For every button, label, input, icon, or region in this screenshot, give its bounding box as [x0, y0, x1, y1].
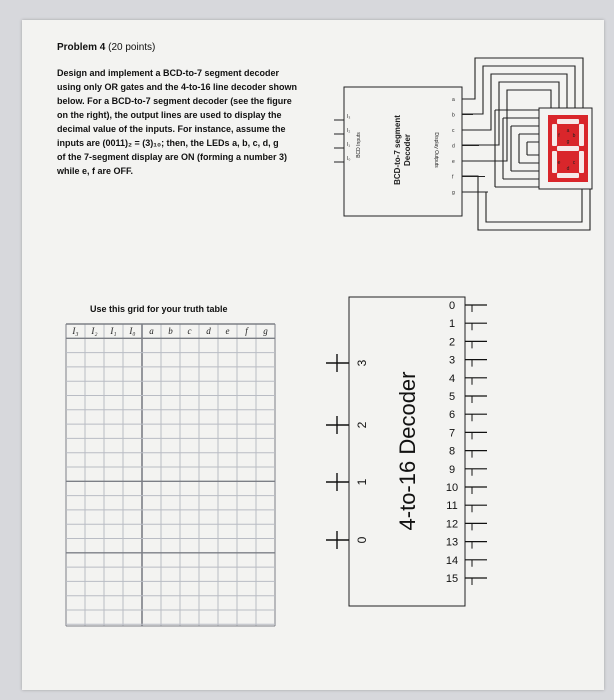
truth-table-header: I₁ [110, 326, 117, 336]
bcd-input-label: I₂ [347, 128, 351, 134]
segment-label: c [572, 160, 576, 166]
truth-table-header: g [263, 326, 268, 336]
segment-label: a [566, 128, 570, 134]
decoder-output-pins [446, 300, 487, 585]
bcd-outputs-label: Display Outputs [433, 132, 439, 168]
statement-line: Design and implement a BCD-to-7 segment decoder [57, 68, 280, 78]
decoder-output-label: 9 [448, 463, 456, 476]
decoder-output-label: 11 [446, 500, 458, 513]
statement-line: of the 7-segment display are ON (forming a number 3) [57, 152, 288, 162]
decoder-input-label: 2 [355, 421, 369, 429]
segment-c [579, 151, 584, 173]
truth-table-header: I₀ [129, 326, 136, 336]
truth-table-header: e [225, 326, 230, 336]
decoder-output-label: 1 [448, 318, 456, 331]
truth-table-caption: Use this grid for your truth table [90, 304, 228, 314]
decoder-output-label: 15 [445, 573, 459, 585]
bcd-output-label: d [452, 143, 455, 150]
truth-table-header: b [168, 326, 173, 336]
segment-a [557, 119, 579, 124]
bcd-input-label: I₃ [347, 114, 351, 120]
decoder-output-label: 4 [448, 372, 456, 385]
decoder-output-label: 3 [448, 354, 456, 367]
bcd-output-label: e [452, 159, 455, 165]
decoder-input-label: 0 [355, 536, 369, 544]
truth-table-header: d [206, 326, 211, 336]
display-wire [527, 142, 539, 155]
seven-segment-display [539, 108, 592, 189]
bcd-input-pins [334, 114, 350, 162]
decoder-title: 4-to-16 Decoder [395, 371, 420, 531]
decoder-output-label: 5 [448, 391, 456, 403]
decoder-output-label: 7 [448, 427, 456, 440]
bcd-output-label: b [452, 112, 455, 119]
bcd-block-label-1: BCD-to-7 segment [393, 115, 402, 185]
decoder-output-label: 0 [448, 300, 456, 312]
statement-line: inputs are (0011)₂ = (3)₁₀; then, the LEDs a, b, c, d, g [57, 138, 279, 148]
statement-line: below. For a BCD-to-7 segment decoder (see the figure [57, 96, 292, 106]
display-wire [519, 134, 539, 163]
truth-table-header: a [149, 326, 154, 336]
decoder-output-label: 2 [448, 336, 456, 349]
decoder-output-label: 10 [445, 482, 459, 494]
segment-label: e [557, 160, 561, 166]
segment-label: d [566, 166, 570, 172]
decoder-input-label: 1 [355, 478, 369, 486]
decoder-output-label: 13 [445, 536, 459, 549]
decoder-output-label: 12 [445, 518, 459, 531]
segment-f [552, 124, 557, 146]
truth-table-header: I₃ [72, 326, 79, 336]
bcd-output-label: g [452, 190, 455, 196]
decoder-input-label: 3 [355, 359, 369, 367]
truth-table-headers [71, 326, 268, 336]
decoder-input-pins [326, 354, 369, 549]
segment-g [557, 146, 579, 151]
bcd-output-label: a [452, 97, 455, 103]
bcd-inputs-label: BCD Inputs [356, 132, 362, 158]
truth-table-header: c [187, 326, 192, 336]
truth-table-header: f [245, 326, 248, 336]
statement-line: using only OR gates and the 4-to-16 line decoder shown [57, 82, 298, 92]
statement-line: on the right), the output lines are used to display the [57, 110, 282, 120]
statement-line: decimal value of the inputs. For instance, assume the [57, 124, 286, 134]
bcd-input-label: I₀ [347, 156, 351, 162]
truth-table-grid [66, 324, 275, 626]
bcd-output-label: c [452, 128, 455, 134]
segment-d [557, 173, 579, 178]
segment-label: f [558, 133, 560, 139]
statement-line: while e, f are OFF. [57, 166, 134, 176]
decoder-output-label: 6 [448, 409, 456, 422]
bcd-input-label: I₁ [347, 142, 351, 148]
segment-b [579, 124, 584, 146]
segment-e [552, 151, 557, 173]
truth-table-header: I₂ [91, 326, 98, 336]
decoder-output-label: 14 [445, 554, 459, 567]
decoder-output-label: 8 [448, 445, 456, 458]
bcd-block-label-2: Decoder [403, 133, 412, 167]
four-to-sixteen-decoder [326, 297, 487, 606]
problem-title: Problem 4 (20 points) [57, 42, 156, 53]
segment-label: b [572, 133, 576, 139]
bcd-output-label: f [452, 174, 454, 181]
segment-label: g [566, 139, 570, 145]
display-wire [462, 189, 582, 222]
